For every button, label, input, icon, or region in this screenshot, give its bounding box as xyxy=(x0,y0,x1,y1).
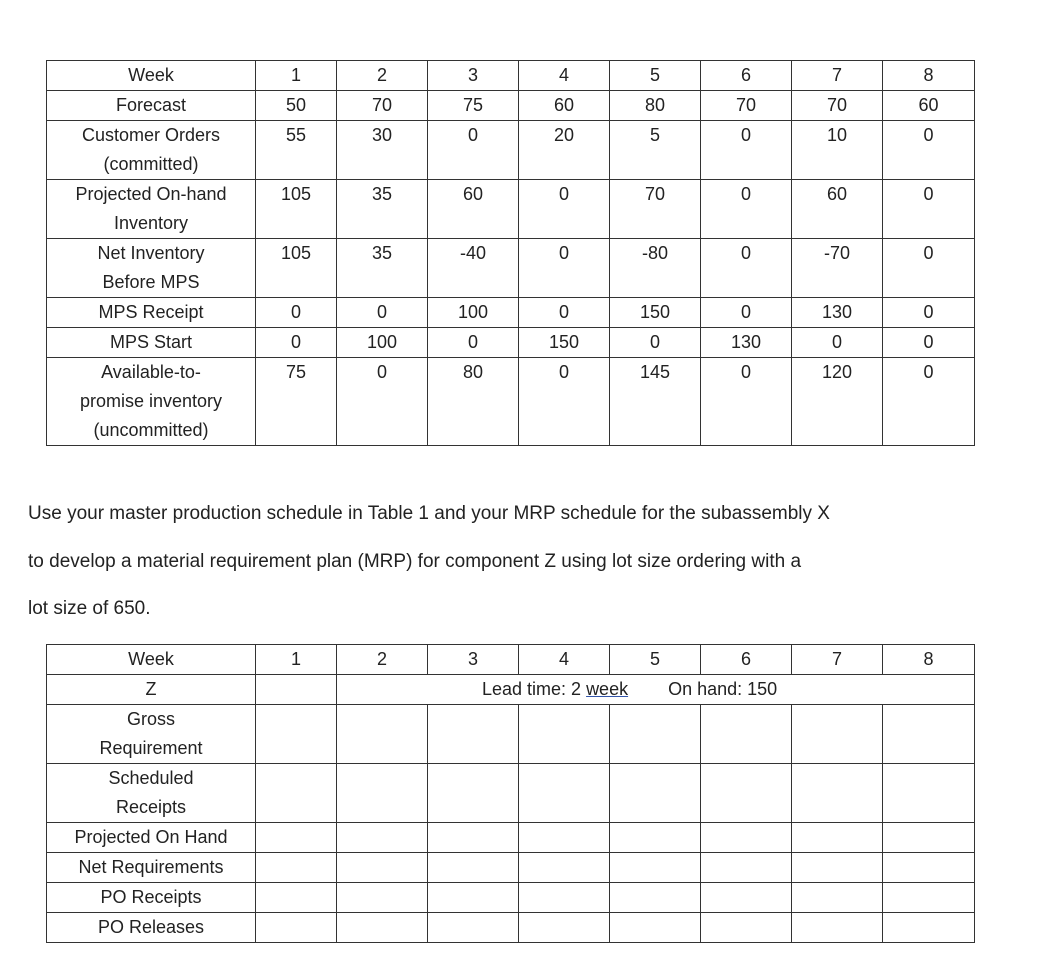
empty-cell[interactable] xyxy=(701,913,792,943)
empty-cell[interactable] xyxy=(428,705,519,764)
table-cell: 0 xyxy=(883,121,975,180)
mps-row xyxy=(47,91,975,121)
empty-cell[interactable] xyxy=(256,853,337,883)
table-cell: 70 xyxy=(792,91,883,121)
empty-cell[interactable] xyxy=(519,705,610,764)
table-cell: 35 xyxy=(337,239,428,298)
instruction-line-1: Use your master production schedule in Table 1 and your MRP schedule for the subassembly X xyxy=(28,503,830,524)
empty-cell[interactable] xyxy=(519,883,610,913)
mps-row xyxy=(47,358,975,446)
empty-cell[interactable] xyxy=(256,883,337,913)
row-label xyxy=(47,358,256,446)
row-label-line: Net Requirements xyxy=(78,857,224,877)
mrp-row xyxy=(47,913,975,943)
empty-cell[interactable] xyxy=(519,853,610,883)
mrp-row xyxy=(47,764,975,823)
empty-cell[interactable] xyxy=(519,764,610,823)
table-cell: 0 xyxy=(256,328,337,358)
row-label xyxy=(47,328,256,358)
table-cell: 0 xyxy=(883,328,975,358)
table-cell: 60 xyxy=(519,91,610,121)
table-cell: 0 xyxy=(256,298,337,328)
table-cell: 120 xyxy=(792,358,883,446)
table-cell: 0 xyxy=(337,298,428,328)
table-cell: 100 xyxy=(428,298,519,328)
row-label xyxy=(47,180,256,239)
table-cell: 130 xyxy=(792,298,883,328)
empty-cell[interactable] xyxy=(610,764,701,823)
empty-cell[interactable] xyxy=(337,853,428,883)
table-cell: 0 xyxy=(519,180,610,239)
week-number: 6 xyxy=(701,61,792,91)
empty-cell[interactable] xyxy=(337,705,428,764)
empty-cell xyxy=(256,675,337,705)
table-cell: 100 xyxy=(337,328,428,358)
table-cell: 0 xyxy=(701,121,792,180)
row-label xyxy=(47,883,256,913)
empty-cell[interactable] xyxy=(701,705,792,764)
mps-table xyxy=(46,60,975,446)
empty-cell[interactable] xyxy=(337,764,428,823)
lead-time-label: Lead time: 2 xyxy=(482,679,587,699)
row-label xyxy=(47,91,256,121)
row-label-line: Inventory xyxy=(113,213,189,233)
mps-row xyxy=(47,298,975,328)
row-label-line: Net Inventory xyxy=(97,243,205,263)
empty-cell[interactable] xyxy=(883,853,975,883)
row-label xyxy=(47,239,256,298)
mrp-row xyxy=(47,705,975,764)
mps-header-row xyxy=(47,61,975,91)
week-number: 8 xyxy=(883,645,975,675)
empty-cell[interactable] xyxy=(883,883,975,913)
table-cell: 0 xyxy=(519,239,610,298)
table-cell: 0 xyxy=(701,180,792,239)
instruction-line-3: lot size of 650. xyxy=(28,598,151,619)
on-hand-label: On hand: 150 xyxy=(668,679,778,699)
table-cell: 60 xyxy=(792,180,883,239)
row-label-line: (uncommitted) xyxy=(93,420,209,440)
empty-cell[interactable] xyxy=(519,823,610,853)
table-cell: 0 xyxy=(883,180,975,239)
table-cell: 70 xyxy=(610,180,701,239)
row-label-line: promise inventory xyxy=(79,391,223,411)
table-cell: 20 xyxy=(519,121,610,180)
mrp-row xyxy=(47,853,975,883)
week-number: 4 xyxy=(519,645,610,675)
week-number: 5 xyxy=(610,61,701,91)
week-number: 6 xyxy=(701,645,792,675)
table-cell: 50 xyxy=(256,91,337,121)
empty-cell[interactable] xyxy=(428,764,519,823)
week-number: 1 xyxy=(256,61,337,91)
table-cell: 0 xyxy=(428,328,519,358)
row-label-line: Projected On Hand xyxy=(74,827,228,847)
row-label-line: Before MPS xyxy=(102,272,200,292)
week-number: 1 xyxy=(256,645,337,675)
mrp-row xyxy=(47,883,975,913)
table-cell: 150 xyxy=(610,298,701,328)
row-label xyxy=(47,853,256,883)
item-name: Z xyxy=(47,675,256,705)
empty-cell[interactable] xyxy=(701,883,792,913)
empty-cell[interactable] xyxy=(792,764,883,823)
table-cell: 60 xyxy=(428,180,519,239)
table-cell: 130 xyxy=(701,328,792,358)
empty-cell[interactable] xyxy=(701,823,792,853)
table-cell: 150 xyxy=(519,328,610,358)
table-cell: 35 xyxy=(337,180,428,239)
row-label-line: Receipts xyxy=(115,797,187,817)
row-label-line: Available-to- xyxy=(101,362,201,382)
row-label-line: Forecast xyxy=(115,95,187,115)
week-number: 3 xyxy=(428,645,519,675)
mps-row xyxy=(47,180,975,239)
table-cell: 0 xyxy=(883,298,975,328)
empty-cell[interactable] xyxy=(701,764,792,823)
empty-cell[interactable] xyxy=(792,823,883,853)
empty-cell[interactable] xyxy=(428,883,519,913)
empty-cell[interactable] xyxy=(610,823,701,853)
empty-cell[interactable] xyxy=(701,853,792,883)
empty-cell[interactable] xyxy=(256,823,337,853)
table-cell: 0 xyxy=(883,358,975,446)
row-label xyxy=(47,764,256,823)
empty-cell[interactable] xyxy=(883,705,975,764)
empty-cell[interactable] xyxy=(792,883,883,913)
table-cell: 5 xyxy=(610,121,701,180)
empty-cell[interactable] xyxy=(519,913,610,943)
empty-cell[interactable] xyxy=(256,705,337,764)
table-cell: 0 xyxy=(428,121,519,180)
mrp-item-row xyxy=(47,675,975,705)
empty-cell[interactable] xyxy=(792,705,883,764)
table-cell: 0 xyxy=(337,358,428,446)
row-label-line: (committed) xyxy=(103,154,199,174)
empty-cell[interactable] xyxy=(337,823,428,853)
table-cell: 0 xyxy=(792,328,883,358)
mps-row xyxy=(47,239,975,298)
table-cell: 55 xyxy=(256,121,337,180)
empty-cell[interactable] xyxy=(428,853,519,883)
table-cell: 10 xyxy=(792,121,883,180)
row-label xyxy=(47,705,256,764)
empty-cell[interactable] xyxy=(883,913,975,943)
row-label-line: MPS Start xyxy=(109,332,193,352)
table-cell: -40 xyxy=(428,239,519,298)
table-cell: -80 xyxy=(610,239,701,298)
row-label-line: PO Receipts xyxy=(100,887,202,907)
week-number: 4 xyxy=(519,61,610,91)
table-cell: 105 xyxy=(256,239,337,298)
empty-cell[interactable] xyxy=(792,913,883,943)
table-cell: 0 xyxy=(883,239,975,298)
week-number: 2 xyxy=(337,645,428,675)
empty-cell[interactable] xyxy=(610,705,701,764)
week-header: Week xyxy=(47,61,256,91)
table-cell: 70 xyxy=(701,91,792,121)
lead-time-unit: week xyxy=(586,679,629,699)
week-number: 8 xyxy=(883,61,975,91)
row-label xyxy=(47,913,256,943)
week-number: 7 xyxy=(792,645,883,675)
empty-cell[interactable] xyxy=(337,913,428,943)
table-cell: 105 xyxy=(256,180,337,239)
table-cell: 0 xyxy=(519,358,610,446)
empty-cell[interactable] xyxy=(792,853,883,883)
row-label-line: Scheduled xyxy=(108,768,194,788)
table-cell: 30 xyxy=(337,121,428,180)
empty-cell[interactable] xyxy=(428,913,519,943)
mps-row xyxy=(47,328,975,358)
mrp-table xyxy=(46,644,975,943)
table-cell: 70 xyxy=(337,91,428,121)
item-info xyxy=(337,675,975,705)
table-cell: 75 xyxy=(428,91,519,121)
empty-cell[interactable] xyxy=(883,823,975,853)
week-number: 7 xyxy=(792,61,883,91)
instruction-line-2: to develop a material requirement plan (MRP) for component Z using lot size ordering with a xyxy=(28,551,802,572)
week-number: 5 xyxy=(610,645,701,675)
table-cell: 0 xyxy=(701,298,792,328)
table-cell: 145 xyxy=(610,358,701,446)
empty-cell[interactable] xyxy=(337,883,428,913)
empty-cell[interactable] xyxy=(610,913,701,943)
row-label-line: Requirement xyxy=(99,738,203,758)
row-label-line: Customer Orders xyxy=(81,125,221,145)
table-cell: 0 xyxy=(519,298,610,328)
table-cell: 0 xyxy=(610,328,701,358)
row-label-line: PO Releases xyxy=(97,917,205,937)
empty-cell[interactable] xyxy=(256,913,337,943)
table-cell: 75 xyxy=(256,358,337,446)
table-cell: 0 xyxy=(701,358,792,446)
empty-cell[interactable] xyxy=(610,883,701,913)
empty-cell[interactable] xyxy=(610,853,701,883)
table-cell: 80 xyxy=(610,91,701,121)
table-cell: 80 xyxy=(428,358,519,446)
mps-row xyxy=(47,121,975,180)
table-cell: 60 xyxy=(883,91,975,121)
mrp-header-row xyxy=(47,645,975,675)
row-label xyxy=(47,823,256,853)
row-label-line: Projected On-hand xyxy=(75,184,227,204)
empty-cell[interactable] xyxy=(256,764,337,823)
mrp-row xyxy=(47,823,975,853)
table-cell: 0 xyxy=(701,239,792,298)
week-number: 2 xyxy=(337,61,428,91)
table-cell: -70 xyxy=(792,239,883,298)
week-number: 3 xyxy=(428,61,519,91)
empty-cell[interactable] xyxy=(883,764,975,823)
row-label xyxy=(47,298,256,328)
empty-cell[interactable] xyxy=(428,823,519,853)
row-label-line: Gross xyxy=(126,709,175,729)
row-label-line: MPS Receipt xyxy=(98,302,204,322)
week-header: Week xyxy=(47,645,256,675)
row-label xyxy=(47,121,256,180)
